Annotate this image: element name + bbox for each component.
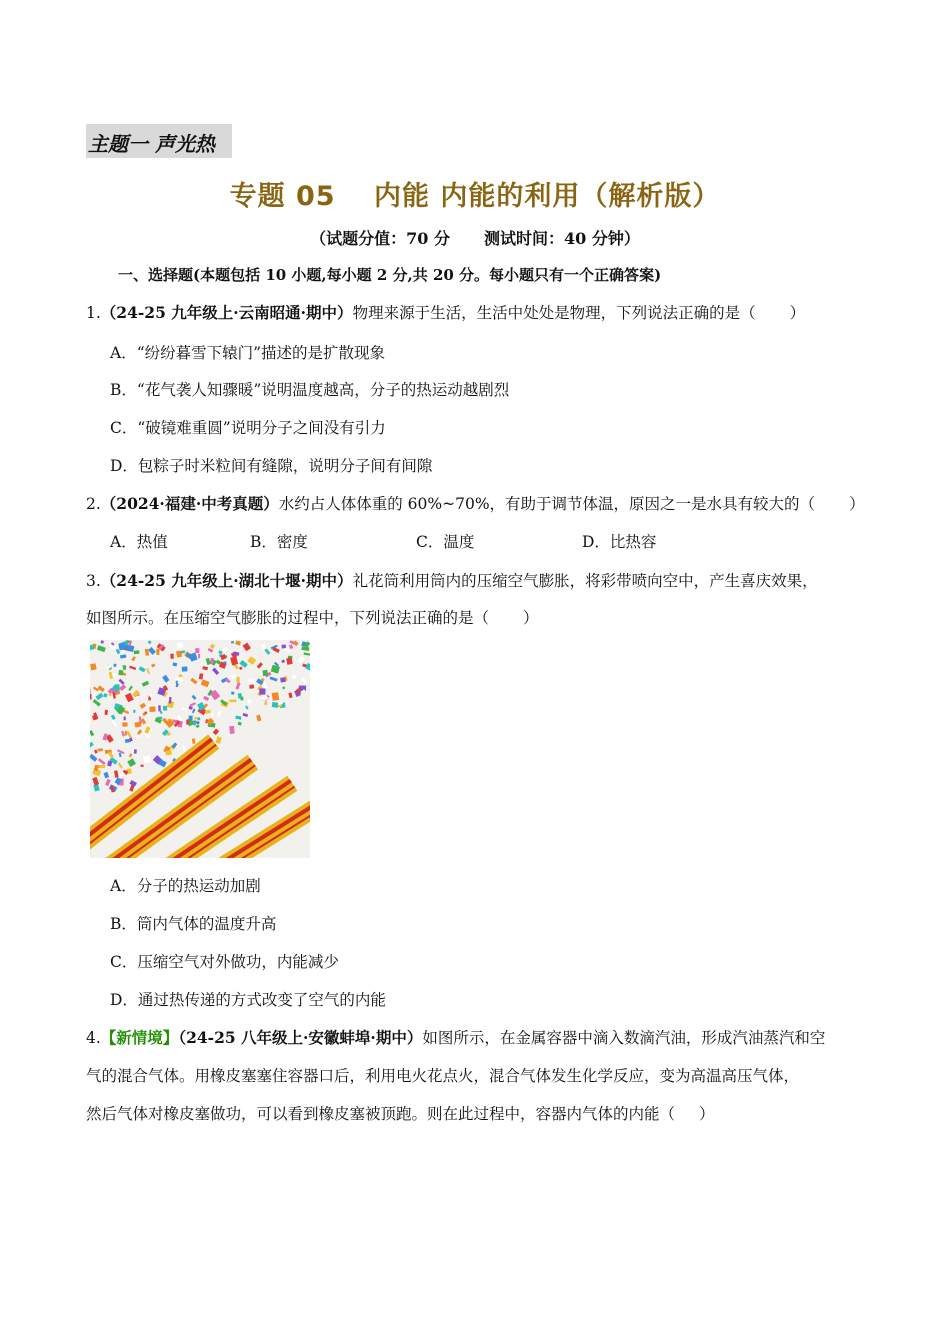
option-d: D．比热容 <box>582 533 657 551</box>
option-a: A．“纷纷暮雪下辕门”描述的是扩散现象 <box>110 344 386 362</box>
section-heading: 一、选择题(本题包括 10 小题,每小题 2 分,共 20 分。每小题只有一个正确答案) <box>118 266 662 284</box>
question-4-continued: 气的混合气体。用橡皮塞塞住容器口后，利用电火花点火，混合气体发生化学反应，变为高温高压气体， <box>86 1067 800 1085</box>
party-popper-photo <box>90 640 310 858</box>
question-source: （24-25 八年级上·安徽蚌埠·期中） <box>178 1028 423 1047</box>
question-number: 2. <box>86 495 101 513</box>
question-text: 如图所示，在金属容器中滴入数滴汽油，形成汽油蒸汽和空 <box>422 1029 826 1047</box>
question-text: 水约占人体体重的 60%~70%，有助于调节体温，原因之一是水具有较大的（ <box>278 495 816 513</box>
question-number: 4. <box>86 1029 101 1047</box>
exam-info <box>0 226 950 249</box>
page-title: 专题 05 内能 内能的利用（解析版） <box>229 181 721 212</box>
option-c: C．“破镜难重圆”说明分子之间没有引力 <box>110 419 386 437</box>
exam-time: 测试时间：40 分钟） <box>484 229 640 248</box>
question-number: 3. <box>86 572 101 590</box>
question-source: （2024·福建·中考真题） <box>100 494 279 513</box>
question-number: 1. <box>86 304 101 322</box>
option-b: B．密度 <box>250 533 308 551</box>
option-b: B．筒内气体的温度升高 <box>110 915 277 933</box>
option-b: B．“花气袭人知骤暖”说明温度越高，分子的热运动越剧烈 <box>110 381 510 399</box>
exam-score: （试题分值：70 分 <box>310 229 450 248</box>
topic-banner <box>86 124 232 158</box>
question-text: 礼花筒利用筒内的压缩空气膨胀，将彩带喷向空中，产生喜庆效果， <box>352 572 818 590</box>
option-c: C．压缩空气对外做功，内能减少 <box>110 953 339 971</box>
option-d: D．包粽子时米粒间有缝隙，说明分子间有间隙 <box>110 457 433 475</box>
question-2: 2.（2024·福建·中考真题）水约占人体体重的 60%~70%，有助于调节体温，原因之一是水具有较大的（ ） <box>86 494 865 513</box>
question-1: 1.（24-25 九年级上·云南昭通·期中）物理来源于生活，生活中处处是物理，下列说法正确的是（ ） <box>86 303 806 322</box>
question-4-continued-2: 然后气体对橡皮塞做功，可以看到橡皮塞被顶跑。则在此过程中，容器内气体的内能（ ） <box>86 1105 715 1123</box>
question-source: （24-25 九年级上·湖北十堰·期中） <box>100 571 353 590</box>
option-a: A．分子的热运动加剧 <box>110 877 261 895</box>
new-context-tag: 【新情境】 <box>100 1028 179 1047</box>
option-c: C．温度 <box>416 533 475 551</box>
topic-label: 主题一 声光热 <box>88 132 215 156</box>
question-3 <box>86 569 818 591</box>
question-3-continued: 如图所示。在压缩空气膨胀的过程中，下列说法正确的是（ ） <box>86 609 539 627</box>
question-source: （24-25 九年级上·云南昭通·期中） <box>100 303 353 322</box>
option-a: A．热值 <box>110 533 168 551</box>
question-4 <box>86 1026 825 1048</box>
question-text: 物理来源于生活，生活中处处是物理，下列说法正确的是（ <box>352 304 756 322</box>
option-d: D．通过热传递的方式改变了空气的内能 <box>110 991 386 1009</box>
